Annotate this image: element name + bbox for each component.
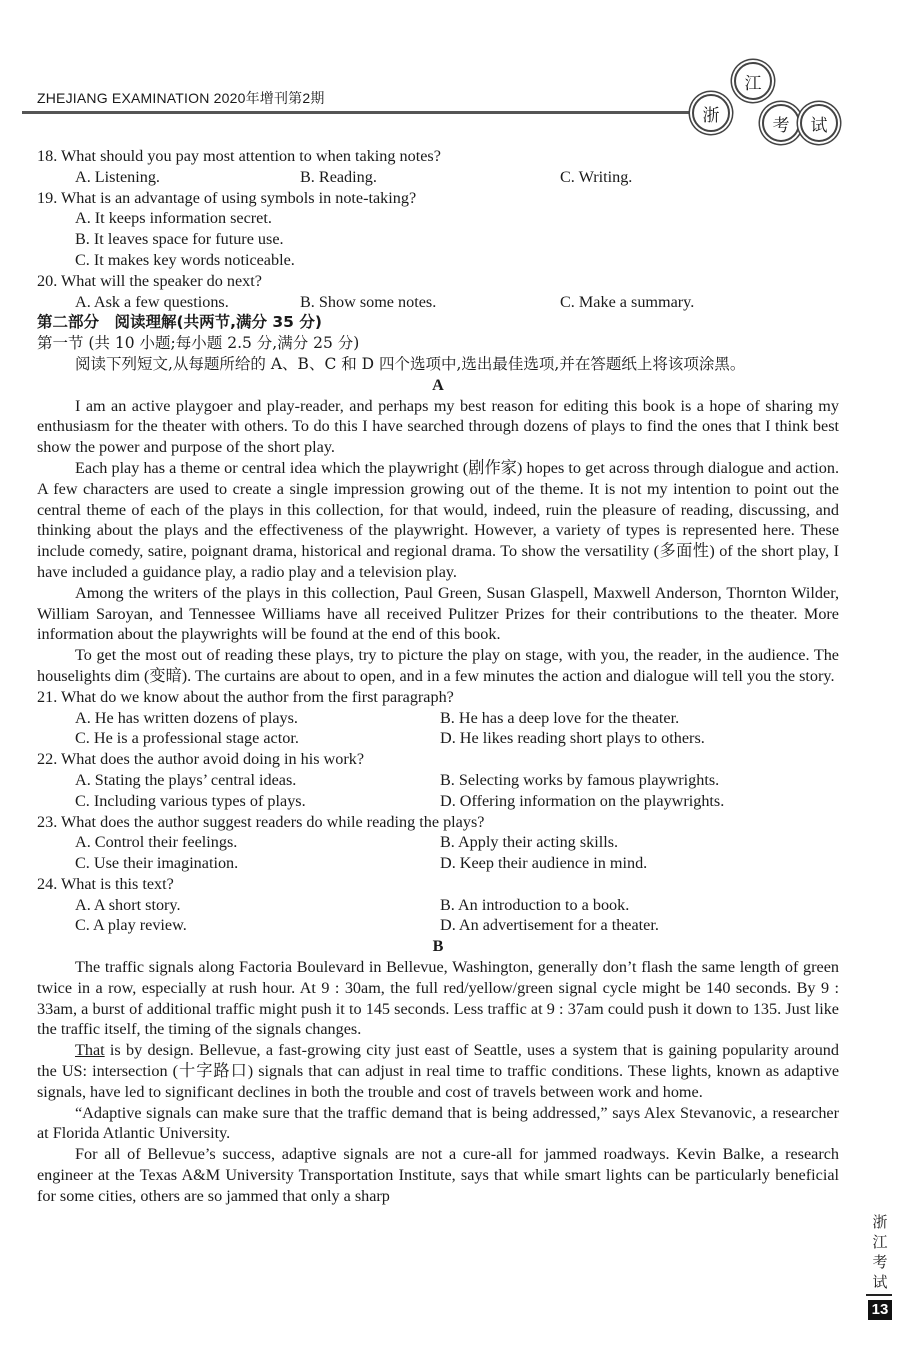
page-number: 13 <box>868 1300 892 1320</box>
option: C. It makes key words noticeable. <box>75 250 295 269</box>
option: A. It keeps information secret. <box>75 209 272 228</box>
question-23 <box>37 812 839 874</box>
option: C. Make a summary. <box>560 292 695 311</box>
option: C. He is a professional stage actor. <box>75 729 299 748</box>
option: D. An advertisement for a theater. <box>440 916 659 935</box>
question-stem: What should you pay most attention to when taking notes? <box>61 147 441 165</box>
option: A. Listening. <box>75 167 160 186</box>
question-number: 23. <box>37 812 58 831</box>
option: C. Use their imagination. <box>75 854 239 873</box>
option: B. Reading. <box>300 167 377 186</box>
option: A. Control their feelings. <box>75 833 238 852</box>
question-stem: What does the author suggest readers do while reading the plays? <box>61 812 485 831</box>
paragraph: For all of Bellevue’s success, adaptive signals are not a cure-all for jammed roadways. Kevin Balke, a research engineer at the Texas A&M University Transportation Institute, says that while smart lights can be particularly beneficial for some cities, others are so jammed that only a sharp <box>37 1145 839 1205</box>
paragraph: I am an active playgoer and play-reader, and perhaps my best reason for editing this book is a hope of sharing my enthusiasm for the theater with others. To do this I have searched through dozens of plays to find the ones that I think best show the power and purpose of the short play. <box>37 396 839 457</box>
option: C. Including various types of plays. <box>75 791 306 810</box>
seal-icon: 浙 <box>692 94 730 132</box>
header-rule <box>22 111 702 114</box>
question-stem: What is an advantage of using symbols in note-taking? <box>61 188 417 207</box>
question-number: 20. <box>37 271 58 290</box>
option: A. Ask a few questions. <box>75 292 229 311</box>
sidebar-label: 浙江考试 <box>872 1213 888 1291</box>
paragraph: “Adaptive signals can make sure that the traffic demand that is being addressed,” says Alex Stevanovic, a researcher at Florida Atlantic University. <box>37 1103 839 1143</box>
sidebar-divider <box>866 1294 892 1296</box>
question-stem: What does the author avoid doing in his work? <box>61 750 365 769</box>
paragraph: Each play has a theme or central idea which the playwright (剧作家) hopes to get across through dialogue and action. A few characters are used to create a single impression growing out of the theme. It is not my intention to point out the central theme of each of the plays in this collection, for that would, indeed, ruin the pleasure of reading, discussing, and thinking about the plays and the effectiveness of the playwright. However, a variety of types is represented here. These include comedy, satire, poignant drama, historical and regional drama. To show the versatility (多面性) of the short play, I have included a guidance play, a radio play and a television play. <box>37 458 839 581</box>
question-number: 19. <box>37 188 58 207</box>
question-stem: What do we know about the author from the first paragraph? <box>61 687 454 706</box>
option: C. Writing. <box>560 167 633 186</box>
option: B. An introduction to a book. <box>440 895 630 914</box>
section-heading: 第一节 (共 10 小题;每小题 2.5 分,满分 25 分) <box>37 334 360 353</box>
journal-header: ZHEJIANG EXAMINATION 2020年增刊第2期 <box>37 90 325 106</box>
question-20 <box>37 271 839 313</box>
question-stem: What is this text? <box>61 874 174 893</box>
paragraph <box>37 1040 839 1102</box>
question-21 <box>37 687 839 749</box>
option: B. Selecting works by famous playwrights. <box>440 770 720 789</box>
instruction: 阅读下列短文,从每题所给的 A、B、C 和 D 四个选项中,选出最佳选项,并在答题纸上将该项涂黑。 <box>75 354 746 373</box>
option: B. Apply their acting skills. <box>440 833 619 852</box>
option: B. He has a deep love for the theater. <box>440 708 680 727</box>
passage-b <box>37 957 839 1207</box>
option: A. He has written dozens of plays. <box>75 708 298 727</box>
passage-label: B <box>432 937 444 956</box>
question-number: 24. <box>37 874 58 893</box>
page-content <box>37 146 839 1207</box>
paragraph: The traffic signals along Factoria Boulevard in Bellevue, Washington, generally don’t flash the same length of green twice in a row, especially at rush hour. At 9 : 30am, the full red/yellow/green signal cycle might be 140 seconds. By 9 : 33am, a burst of additional traffic might push it to 145 seconds. Less traffic at 9 : 37am could push it down to 135. Just like the traffic itself, the timing of the signals changes. <box>37 958 839 1039</box>
option: D. He likes reading short plays to others. <box>440 729 705 748</box>
option: B. It leaves space for future use. <box>75 230 284 249</box>
question-24 <box>37 874 839 936</box>
seal-icon: 江 <box>734 62 772 100</box>
seal-icon: 考 <box>762 104 800 142</box>
paragraph: To get the most out of reading these plays, try to picture the play on stage, with you, the reader, in the audience. The houselights dim (变暗). The curtains are about to open, and in a few minutes the action and dialogue will tell you the story. <box>37 646 839 685</box>
option: C. A play review. <box>75 916 187 935</box>
passage-a <box>37 396 839 687</box>
part-heading: 第二部分 阅读理解(共两节,满分 35 分) <box>37 313 322 332</box>
question-19 <box>37 188 839 271</box>
option: A. A short story. <box>75 895 181 914</box>
question-number: 22. <box>37 750 58 769</box>
question-18 <box>37 146 839 188</box>
question-stem: What will the speaker do next? <box>61 271 262 290</box>
option: D. Offering information on the playwrights. <box>440 791 725 810</box>
passage-label: A <box>432 375 444 394</box>
paragraph-text: is by design. Bellevue, a fast-growing city just east of Seattle, uses a system that is gaining popularity around the US: intersection (十字路口) signals that can adjust in real time to traffic conditions. These lights, known as adaptive signals, have led to significant declines in both the trouble and cost of travels between work and home. <box>37 1041 839 1101</box>
underlined-word: That <box>75 1041 105 1060</box>
question-number: 21. <box>37 687 58 706</box>
option: B. Show some notes. <box>300 292 437 311</box>
paragraph: Among the writers of the plays in this collection, Paul Green, Susan Glaspell, Maxwell Anderson, Thornton Wilder, William Saroyan, and Tennessee Williams have all received Pulitzer Prizes for their contributions to the theater. More information about the playwrights will be found at the end of this book. <box>37 583 839 644</box>
option: A. Stating the plays’ central ideas. <box>75 770 297 789</box>
seal-icon: 试 <box>800 104 838 142</box>
option: D. Keep their audience in mind. <box>440 854 648 873</box>
question-22 <box>37 749 839 811</box>
question-number: 18. <box>37 147 58 165</box>
